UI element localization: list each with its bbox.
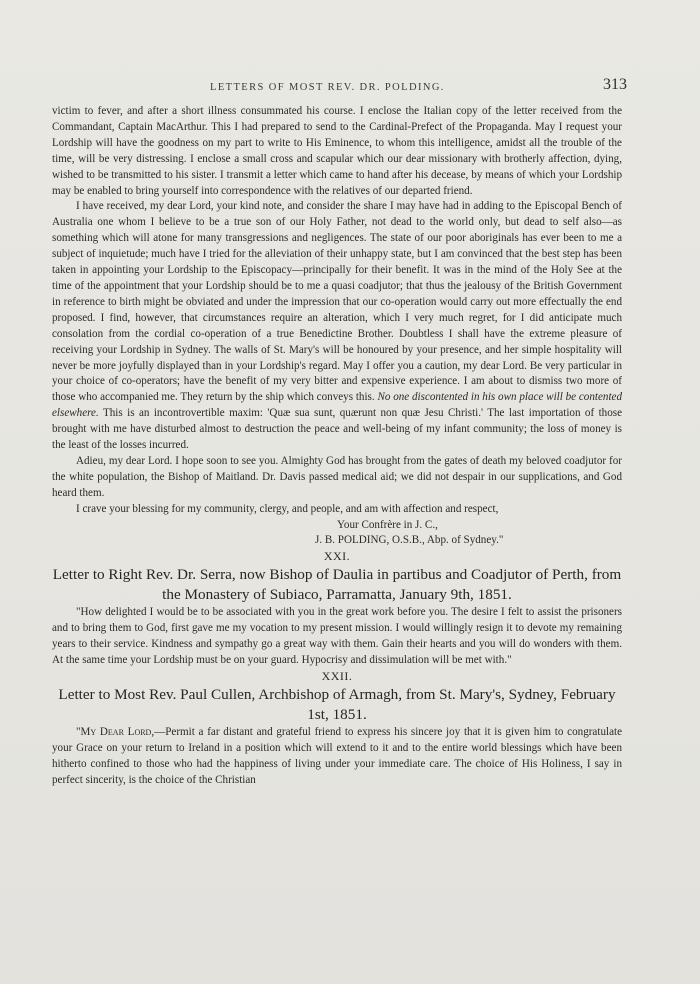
letter-title-xxii: Letter to Most Rev. Paul Cullen, Archbishop of Armagh, from St. Mary's, Sydney, February 1st, 1851. [58,685,616,723]
paragraph-episcopal-bench [52,199,622,454]
page-body [52,104,622,788]
section-number-xxi: XXI. [323,549,351,564]
running-head [0,76,700,100]
letter-title-xxi: Letter to Right Rev. Dr. Serra, now Bishop of Daulia in partibus and Coadjutor of Perth, from the Monastery of Subiaco, Parramatta, January 9th, 1851. [52,566,622,604]
paragraph-adieu: Adieu, my dear Lord. I hope soon to see you. Almighty God has brought from the gates of death my beloved coadjutor for the white population, the Bishop of Maitland. Dr. Davis passed medical aid; we did not despair in our supplications, and God heard them. [52,454,622,499]
page-number: 313 [603,76,627,93]
running-title: LETTERS OF MOST REV. DR. POLDING. [210,82,445,93]
letter-body-xxii [52,725,622,789]
paragraph-continuation: victim to fever, and after a short illness consummated his course. I enclose the Italian copy of the letter received from the Commandant, Captain MacArthur. This I had prepared to send to the Cardinal-Prefect of the Propaganda. May I request your Lordship will have the goodness on my part to write to His Eminence, to whom this intelligence, amidst all the trouble of the time, will be very distressing. I enclose a small cross and scapular which our dear missionary with brotherly affection, dying, wished to be transmitted to his sister. I transmit a letter which came to hand after his decease, by means of which your Lordship may be enabled to bring yourself into correspondence with the relatives of our departed friend. [52,105,622,197]
paragraph-closing: I crave your blessing for my community, clergy, and people, and am with affection and respect, [76,502,499,515]
letter-body-xxi: "How delighted I would be to be associated with you in the great work before you. The desire I felt to assist the prisoners and to bring them to God, first gave me my vocation to my present mission. I would willingly resign it to devote my remaining years to their service. Kindness and sympathy go a great way with them. Gain their hearts and you will do wonders with them. At the same time your Lordship must be on your guard. Hypocrisy and dissimulation will be met with." [52,606,622,666]
signature-confrere: Your Confrère in J. C., [337,518,438,531]
signature-name: J. B. POLDING, O.S.B., Abp. of Sydney." [315,534,504,547]
letter-text: —Permit a far distant and grateful friend to express his sincere joy that it is given him to congratulate your Grace on your return to Ireland in a position which will extend to it and to the entire world blessings which have been hitherto confined to those who had the happiness of living under your immediate care. The choice of His Holiness, I say in perfect sincerity, is the choice of the Christian [52,725,622,786]
salutation: "My Dear Lord, [76,725,155,738]
italic-maxim: No one discontented in his own place will be contented elsewhere. [52,391,623,420]
paragraph-text: I have received, my dear Lord, your kind note, and consider the share I may have had in adding to the Episcopal Bench of Australia one whom I believe to be a true son of our Holy Father, not dead to the world only, but dead to self also—as something which will atone for many transgressions and negligences. The state of our poor aboriginals has ever been to me a subject of inquietude; much have I tried for the alleviation of their unhappy state, but I am convinced that the best step has been taken in appointing your Lordship to the Episcopacy—principally for their benefit. It was in the mind of the Holy See at the time of the appointment that your Lordship should be to me a quasi coadjutor; that thus the jealousy of the British Government in reference to birth might be obviated and under the impression that our co-operation would carry out more effectually the end proposed. I find, however, that circumstances require an alteration, which I very much regret, for I did anticipate much consolation from the cordial co-operation of a true Benedictine Brother. Doubtless I shall have the extreme pleasure of receiving your Lordship in Sydney. The walls of St. Mary's will be honoured by your presence, and her simple hospitality will never be more joyfully displayed than in your Lordship's regard. May I offer you a caution, my dear Lord. Be very particular in your choice of co-operators; have the benefit of my very bitter and expensive experience. I am about to dismiss two more of those who accompanied me. They return by the ship which conveys this. [52,200,622,404]
paragraph-text: This is an incontrovertible maxim: 'Quæ sua sunt, quærunt non quæ Jesu Christi.' The last importation of those brought with me have disturbed almost to destruction the peace and well-being of my infant community; the loss of money is the least of the losses incurred. [52,407,623,452]
section-number-xxii: XXII. [321,668,353,683]
